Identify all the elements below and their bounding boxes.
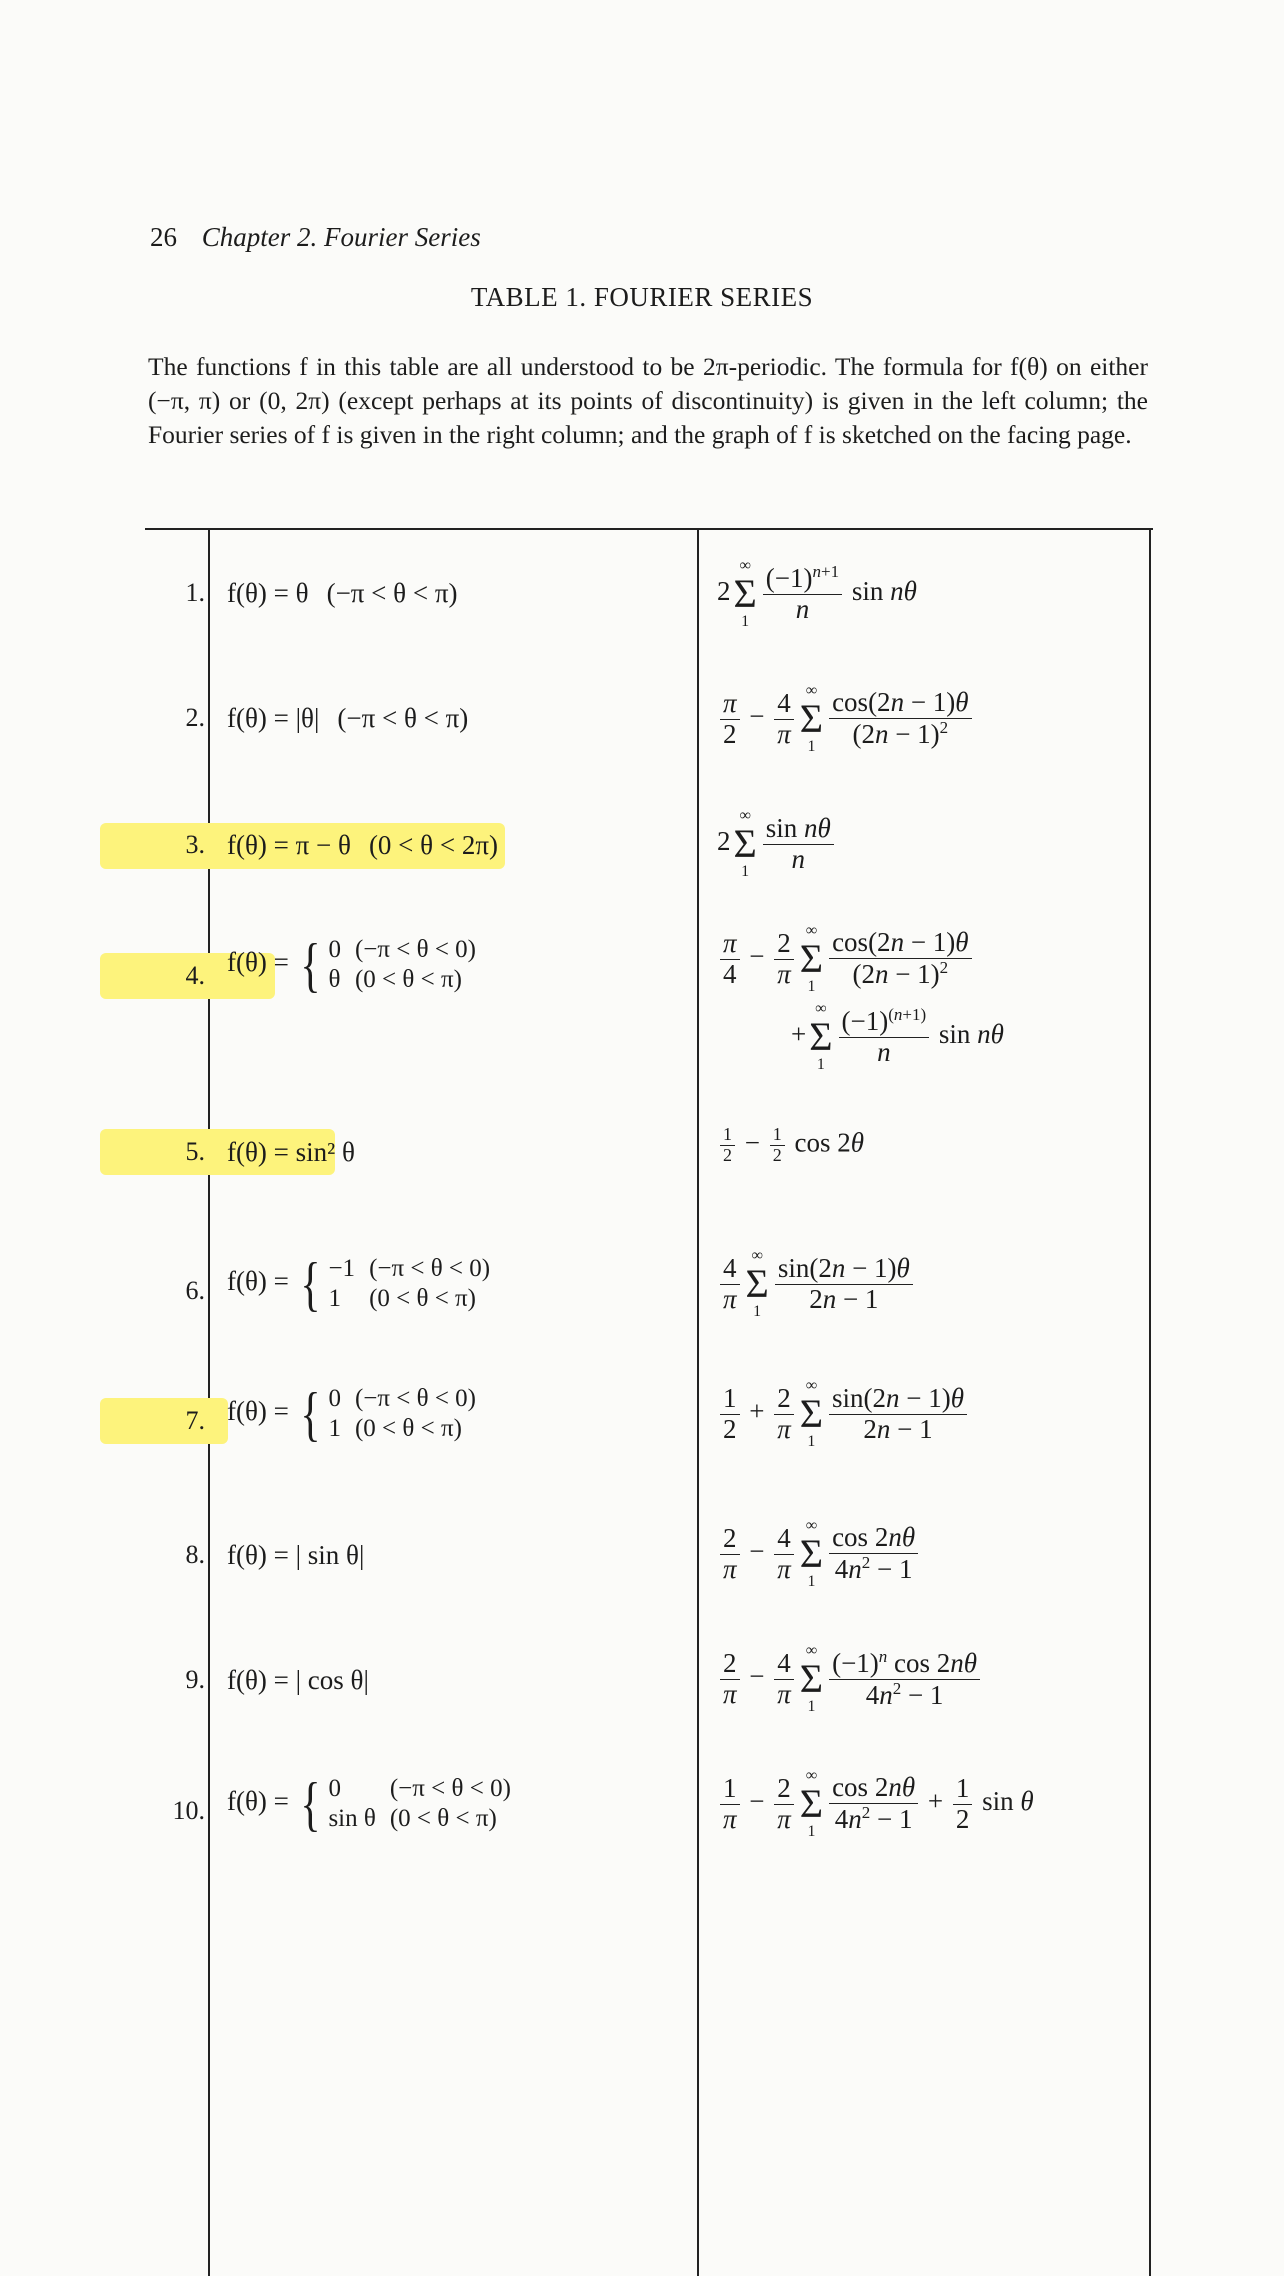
highlight xyxy=(100,1398,228,1444)
row-series: $\frac{2}{\pi}$ − $\frac{4}{\pi}$ ∞ Σ 1 $\frac{(-1)^n \cos 2n\theta}{4n^2 - 1}$ xyxy=(717,1643,983,1715)
table-row xyxy=(145,1124,1153,1193)
function-formula: f(θ) = | cos θ| xyxy=(227,1665,369,1695)
case-domain: (0 < θ < π) xyxy=(354,966,462,993)
row-number: 6. xyxy=(185,1276,205,1305)
function-formula: f(θ) = xyxy=(227,1786,289,1817)
row-function xyxy=(227,1137,355,1168)
case-domain: (−π < θ < 0) xyxy=(369,1255,491,1282)
row-series: $\frac{1}{\pi}$ − $\frac{2}{\pi}$ ∞ Σ 1 $\frac{\cos 2n\theta}{4n^2 - 1}$ + $\frac{1}{2}$ sin θ xyxy=(717,1768,1034,1840)
table-title: TABLE 1. FOURIER SERIES xyxy=(470,282,814,312)
case-value: 0 xyxy=(328,1775,341,1802)
case-value: 0 xyxy=(328,1385,341,1412)
case-value: −1 xyxy=(328,1255,356,1282)
table-row xyxy=(145,558,1153,628)
row-number: 3. xyxy=(185,830,205,859)
case-value: sin θ xyxy=(328,1805,376,1832)
table-row xyxy=(145,808,1153,888)
case-value: 0 xyxy=(328,936,341,963)
table-row xyxy=(145,1378,1153,1468)
row-series: $\frac{\pi}{4}$ − $\frac{2}{\pi}$ ∞ Σ 1 $\frac{\cos(2n - 1)\theta}{(2n - 1)^2}$ + ∞ Σ 1 $\frac{(-1)^{(n+1)}}{n}$ sin nθ xyxy=(717,923,1004,1073)
row-number: 1. xyxy=(185,578,205,607)
row-number: 5. xyxy=(185,1137,205,1166)
row-number: 10. xyxy=(172,1796,205,1825)
row-function xyxy=(227,578,457,609)
row-function xyxy=(227,932,490,998)
table-row xyxy=(145,1248,1153,1338)
row-function xyxy=(227,1665,369,1696)
table-row xyxy=(145,683,1153,763)
case-value: 1 xyxy=(328,1285,341,1312)
fourier-table xyxy=(145,528,1153,2276)
function-formula: f(θ) = | sin θ| xyxy=(227,1540,365,1570)
row-number: 7. xyxy=(185,1406,205,1435)
case-value: θ xyxy=(328,966,341,993)
piecewise-cases: { 0 (−π < θ < 0) θ (0 < θ < π) xyxy=(296,935,490,995)
page-number: 26 xyxy=(150,222,177,252)
table-row xyxy=(145,1643,1153,1723)
table-top-rule xyxy=(145,528,1153,530)
case-domain: (0 < θ < π) xyxy=(354,1415,462,1442)
function-formula: f(θ) = xyxy=(227,947,289,978)
row-number: 9. xyxy=(185,1665,205,1694)
function-domain: (0 < θ < 2π) xyxy=(368,830,498,860)
row-series: 2 ∞ Σ 1 $\frac{(-1)^{n+1}}{n}$ sin nθ xyxy=(717,557,917,630)
function-formula: f(θ) = |θ| xyxy=(227,703,320,733)
chapter-title: Chapter 2. Fourier Series xyxy=(201,222,481,252)
row-series: $\frac{2}{\pi}$ − $\frac{4}{\pi}$ ∞ Σ 1 $\frac{\cos 2n\theta}{4n^2 - 1}$ xyxy=(717,1518,921,1590)
intro-paragraph xyxy=(148,350,1148,452)
case-domain: (−π < θ < 0) xyxy=(354,1385,476,1412)
row-series: $\frac{4}{\pi}$ ∞ Σ 1 $\frac{\sin(2n - 1)\theta}{2n - 1}$ xyxy=(717,1248,916,1320)
function-domain: (−π < θ < π) xyxy=(337,703,469,733)
intro-text: The functions f in this table are all understood to be 2π-periodic. The formula for f(θ) on either (−π, π) or (0, 2π) (except perhaps at its points of discontinuity) is given in the left column; the Fourier series of f is given in the right column; and the graph of f is sketched on the facing page. xyxy=(148,352,1148,449)
function-formula: f(θ) = sin² θ xyxy=(227,1137,355,1167)
case-domain: (−π < θ < 0) xyxy=(354,936,476,963)
row-function xyxy=(227,703,468,734)
piecewise-cases: { −1 (−π < θ < 0) 1 (0 < θ < π) xyxy=(296,1254,504,1314)
row-function xyxy=(227,1381,490,1447)
page-header xyxy=(150,222,481,253)
row-function xyxy=(227,1540,364,1571)
row-series: $\frac{1}{2}$ + $\frac{2}{\pi}$ ∞ Σ 1 $\frac{\sin(2n - 1)\theta}{2n - 1}$ xyxy=(717,1378,970,1450)
case-domain: (−π < θ < 0) xyxy=(389,1775,511,1802)
table-row xyxy=(145,923,1153,1083)
table-row xyxy=(145,1768,1153,1858)
function-formula: f(θ) = π − θ xyxy=(227,830,351,860)
function-formula: f(θ) = xyxy=(227,1396,289,1427)
piecewise-cases: { 0 (−π < θ < 0) 1 (0 < θ < π) xyxy=(296,1384,490,1444)
row-series: $\frac{1}{2}$ − $\frac{1}{2}$ cos 2θ xyxy=(717,1125,864,1166)
case-domain: (0 < θ < π) xyxy=(369,1285,477,1312)
row-function xyxy=(227,1251,504,1317)
function-formula: f(θ) = xyxy=(227,1266,289,1297)
row-series: $\frac{\pi}{2}$ − $\frac{4}{\pi}$ ∞ Σ 1 $\frac{\cos(2n - 1)\theta}{(2n - 1)^2}$ xyxy=(717,683,975,755)
case-value: 1 xyxy=(328,1415,341,1442)
case-domain: (0 < θ < π) xyxy=(389,1805,497,1832)
row-series: 2 ∞ Σ 1 $\frac{\text{sin nθ}}{n}$ xyxy=(717,808,837,880)
row-number: 2. xyxy=(185,703,205,732)
row-function xyxy=(227,1771,525,1837)
row-number: 8. xyxy=(185,1540,205,1569)
table-row xyxy=(145,1518,1153,1598)
row-number: 4. xyxy=(185,961,205,990)
function-formula: f(θ) = θ xyxy=(227,578,309,608)
row-function xyxy=(227,830,498,861)
piecewise-cases: { 0 (−π < θ < 0) sin θ (0 < θ < π) xyxy=(296,1774,525,1834)
function-domain: (−π < θ < π) xyxy=(326,578,458,608)
